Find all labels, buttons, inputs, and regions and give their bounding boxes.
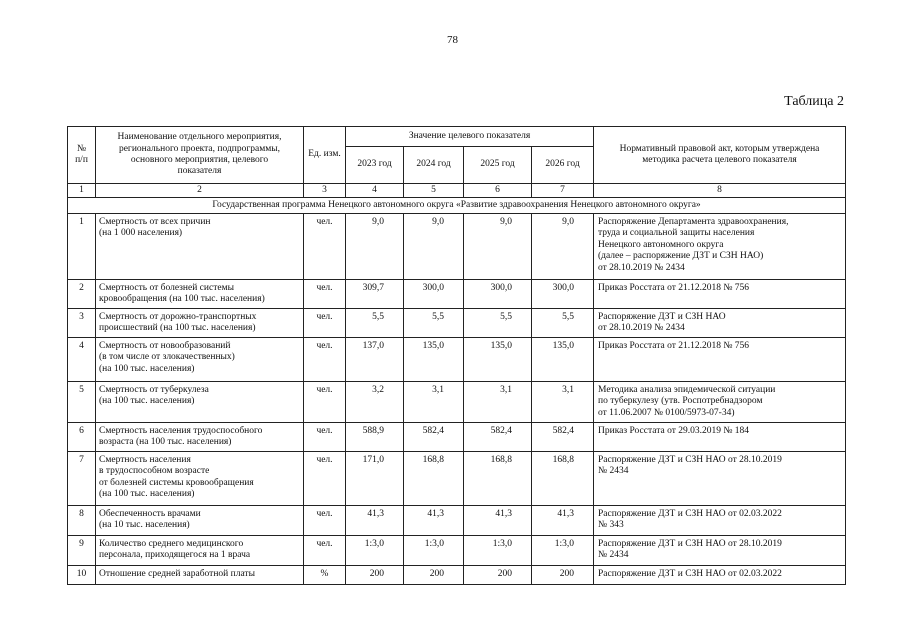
indicator-name-line: Обеспеченность врачами xyxy=(99,509,201,519)
indicator-name-line: (на 1 000 населения) xyxy=(99,228,183,239)
row-number: 5 xyxy=(68,382,96,423)
value-2025: 41,3 xyxy=(464,506,532,536)
header-year-2026: 2026 год xyxy=(532,147,594,184)
table-row xyxy=(68,280,846,309)
page-number: 78 xyxy=(447,34,458,46)
value-2025: 582,4 xyxy=(464,423,532,452)
column-number: 2 xyxy=(96,184,304,198)
value-2023: 171,0 xyxy=(346,452,404,506)
unit: чел. xyxy=(304,338,346,382)
value-2026: 200 xyxy=(532,566,594,585)
legal-act xyxy=(594,566,846,585)
legal-act xyxy=(594,536,846,566)
value-2024: 168,8 xyxy=(404,452,464,506)
value-2023: 5,5 xyxy=(346,309,404,338)
row-number: 8 xyxy=(68,506,96,536)
legal-act-line: Ненецкого автономного округа xyxy=(598,239,724,250)
legal-act xyxy=(594,382,846,423)
header-year-2024: 2024 год xyxy=(404,147,464,184)
indicator-name-line: в трудоспособном возрасте xyxy=(99,466,210,477)
value-2026: 9,0 xyxy=(532,214,594,280)
legal-act-line: Распоряжение ДЗТ и СЗН НАО от 02.03.2022 xyxy=(598,509,782,519)
indicator-name-line: (на 100 тыс. населения) xyxy=(99,396,195,407)
column-number: 3 xyxy=(304,184,346,198)
table-row xyxy=(68,338,846,382)
legal-act-line: от 11.06.2007 № 0100/5973-07-34) xyxy=(598,407,735,418)
indicator-name-line: (на 10 тыс. населения) xyxy=(99,520,190,531)
value-2025: 9,0 xyxy=(464,214,532,280)
value-2023: 41,3 xyxy=(346,506,404,536)
value-2025: 300,0 xyxy=(464,280,532,309)
unit: чел. xyxy=(304,452,346,506)
legal-act-line: № 343 xyxy=(598,520,624,531)
indicator-name-line: (на 100 тыс. населения) xyxy=(99,363,195,374)
legal-act-line: Приказ Росстата от 21.12.2018 № 756 xyxy=(598,341,750,351)
indicator-name-line: Смертность от дорожно-транспортных xyxy=(99,312,257,322)
indicator-name-line: персонала, приходящегося на 1 врача xyxy=(99,550,251,561)
value-2024: 582,4 xyxy=(404,423,464,452)
value-2026: 168,8 xyxy=(532,452,594,506)
unit: чел. xyxy=(304,382,346,423)
value-2025: 1:3,0 xyxy=(464,536,532,566)
unit: чел. xyxy=(304,214,346,280)
legal-act-line: Распоряжение ДЗТ и СЗН НАО от 02.03.2022 xyxy=(598,569,782,579)
value-2024: 41,3 xyxy=(404,506,464,536)
indicator-name xyxy=(96,338,304,382)
row-number: 6 xyxy=(68,423,96,452)
column-number: 6 xyxy=(464,184,532,198)
indicator-name-line: от болезней системы кровообращения xyxy=(99,477,254,488)
indicator-name-line: Смертность от туберкулеза xyxy=(99,385,209,395)
column-number: 4 xyxy=(346,184,404,198)
indicator-name-line: Смертность населения трудоспособного xyxy=(99,426,263,436)
legal-act-line: Приказ Росстата от 21.12.2018 № 756 xyxy=(598,283,750,293)
indicator-name-line: Смертность населения xyxy=(99,455,191,465)
table-row xyxy=(68,309,846,338)
legal-act-line: от 28.10.2019 № 2434 xyxy=(598,262,685,273)
value-2023: 137,0 xyxy=(346,338,404,382)
column-numbers-row xyxy=(68,184,846,198)
unit: чел. xyxy=(304,536,346,566)
value-2023: 588,9 xyxy=(346,423,404,452)
table-caption: Таблица 2 xyxy=(784,94,844,109)
value-2024: 300,0 xyxy=(404,280,464,309)
value-2024: 3,1 xyxy=(404,382,464,423)
header-target-value: Значение целевого показателя xyxy=(346,127,594,147)
value-2023: 1:3,0 xyxy=(346,536,404,566)
header-act: Нормативный правовой акт, которым утверждена методика расчета целевого показателя xyxy=(594,127,846,184)
legal-act-line: от 28.10.2019 № 2434 xyxy=(598,323,685,334)
row-number: 2 xyxy=(68,280,96,309)
legal-act-line: Приказ Росстата от 29.03.2019 № 184 xyxy=(598,426,750,436)
legal-act-line: по туберкулезу (утв. Роспотребнадзором xyxy=(598,396,763,407)
table-row xyxy=(68,566,846,585)
indicator-name xyxy=(96,280,304,309)
indicator-name xyxy=(96,214,304,280)
indicator-name-line: (в том числе от злокачественных) xyxy=(99,352,235,363)
unit: чел. xyxy=(304,506,346,536)
header-num: № п/п xyxy=(68,127,96,184)
section-title: Государственная программа Ненецкого автономного округа «Развитие здравоохранения Ненецкого автономного округа» xyxy=(68,198,846,214)
header-name: Наименование отдельного мероприятия, регионального проекта, подпрограммы, основного мероприятия, целевого показателя xyxy=(96,127,304,184)
value-2023: 309,7 xyxy=(346,280,404,309)
legal-act-line: труда и социальной защиты населения xyxy=(598,228,755,239)
row-number: 10 xyxy=(68,566,96,585)
table-row xyxy=(68,214,846,280)
indicator-name-line: Смертность от болезней системы xyxy=(99,283,234,293)
header-year-2023: 2023 год xyxy=(346,147,404,184)
value-2023: 3,2 xyxy=(346,382,404,423)
section-row xyxy=(68,198,846,214)
value-2026: 5,5 xyxy=(532,309,594,338)
unit: чел. xyxy=(304,280,346,309)
indicator-name xyxy=(96,452,304,506)
indicator-name-line: происшествий (на 100 тыс. населения) xyxy=(99,323,256,334)
indicator-name xyxy=(96,309,304,338)
value-2023: 200 xyxy=(346,566,404,585)
legal-act xyxy=(594,506,846,536)
column-number: 7 xyxy=(532,184,594,198)
indicator-name xyxy=(96,506,304,536)
value-2026: 300,0 xyxy=(532,280,594,309)
value-2025: 200 xyxy=(464,566,532,585)
indicator-name xyxy=(96,382,304,423)
table-row xyxy=(68,382,846,423)
legal-act xyxy=(594,214,846,280)
legal-act xyxy=(594,280,846,309)
value-2024: 5,5 xyxy=(404,309,464,338)
legal-act xyxy=(594,338,846,382)
value-2026: 582,4 xyxy=(532,423,594,452)
value-2025: 135,0 xyxy=(464,338,532,382)
legal-act-line: № 2434 xyxy=(598,550,629,561)
table-row xyxy=(68,536,846,566)
value-2025: 3,1 xyxy=(464,382,532,423)
legal-act xyxy=(594,452,846,506)
value-2026: 3,1 xyxy=(532,382,594,423)
value-2023: 9,0 xyxy=(346,214,404,280)
indicator-name-line: Количество среднего медицинского xyxy=(99,539,244,549)
legal-act-line: Распоряжение ДЗТ и СЗН НАО от 28.10.2019 xyxy=(598,455,782,465)
indicator-name-line: Отношение средней заработной платы xyxy=(99,569,255,579)
legal-act-line: Распоряжение Департамента здравоохранения, xyxy=(598,217,789,227)
value-2024: 9,0 xyxy=(404,214,464,280)
table-row xyxy=(68,452,846,506)
indicator-name-line: Смертность от новообразований xyxy=(99,341,231,351)
row-number: 4 xyxy=(68,338,96,382)
header-year-2025: 2025 год xyxy=(464,147,532,184)
value-2024: 135,0 xyxy=(404,338,464,382)
indicator-name-line: кровообращения (на 100 тыс. населения) xyxy=(99,294,265,305)
legal-act-line: (далее – распоряжение ДЗТ и СЗН НАО) xyxy=(598,251,764,262)
row-number: 9 xyxy=(68,536,96,566)
unit: чел. xyxy=(304,309,346,338)
value-2025: 5,5 xyxy=(464,309,532,338)
legal-act-line: Распоряжение ДЗТ и СЗН НАО от 28.10.2019 xyxy=(598,539,782,549)
value-2025: 168,8 xyxy=(464,452,532,506)
row-number: 3 xyxy=(68,309,96,338)
column-number: 5 xyxy=(404,184,464,198)
unit: чел. xyxy=(304,423,346,452)
legal-act xyxy=(594,309,846,338)
indicators-table xyxy=(67,126,846,585)
table-row xyxy=(68,423,846,452)
value-2024: 200 xyxy=(404,566,464,585)
value-2026: 1:3,0 xyxy=(532,536,594,566)
indicator-name xyxy=(96,536,304,566)
row-number: 1 xyxy=(68,214,96,280)
legal-act-line: Распоряжение ДЗТ и СЗН НАО xyxy=(598,312,726,322)
unit: % xyxy=(304,566,346,585)
table-row xyxy=(68,506,846,536)
indicator-name xyxy=(96,566,304,585)
value-2024: 1:3,0 xyxy=(404,536,464,566)
column-number: 1 xyxy=(68,184,96,198)
value-2026: 41,3 xyxy=(532,506,594,536)
indicator-name-line: Смертность от всех причин xyxy=(99,217,211,227)
legal-act-line: Методика анализа эпидемической ситуации xyxy=(598,385,776,395)
indicator-name-line: возраста (на 100 тыс. населения) xyxy=(99,437,232,448)
legal-act xyxy=(594,423,846,452)
header-unit: Ед. изм. xyxy=(304,127,346,184)
row-number: 7 xyxy=(68,452,96,506)
indicator-name xyxy=(96,423,304,452)
column-number: 8 xyxy=(594,184,846,198)
legal-act-line: № 2434 xyxy=(598,466,629,477)
value-2026: 135,0 xyxy=(532,338,594,382)
indicator-name-line: (на 100 тыс. населения) xyxy=(99,489,195,500)
